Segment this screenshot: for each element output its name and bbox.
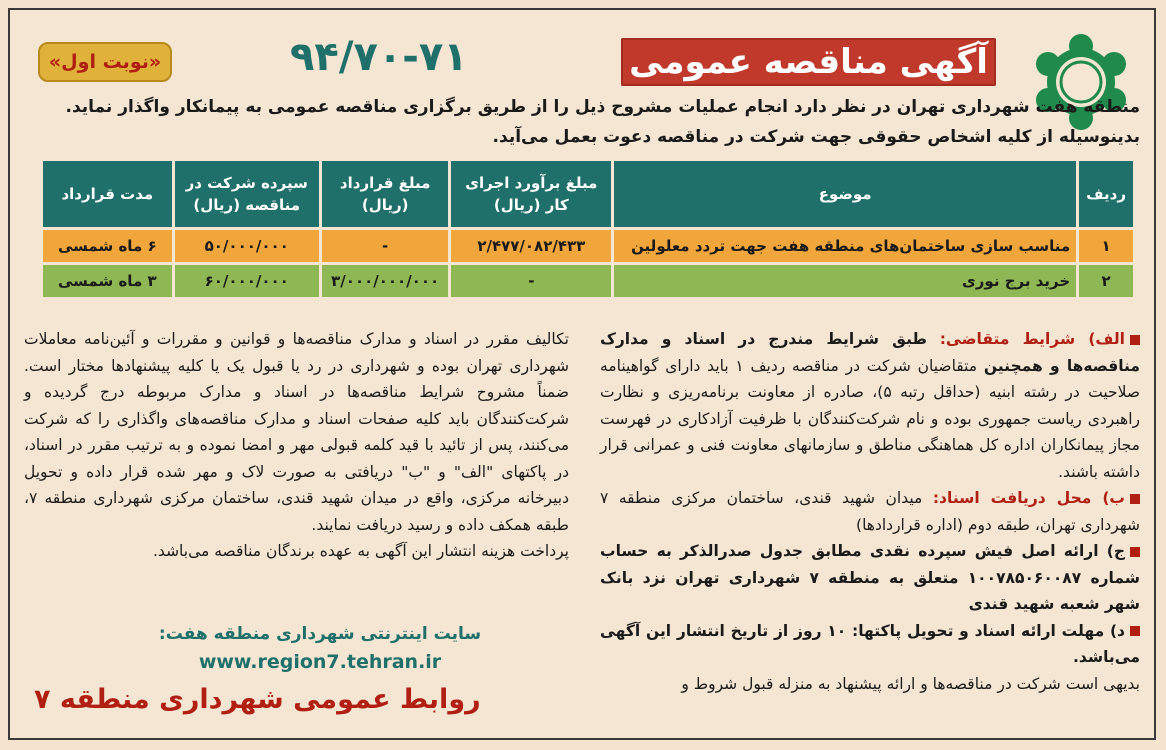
tender-table — [40, 158, 1136, 300]
table-header-row — [43, 161, 1133, 227]
section-b-title: ب) محل دریافت اسناد: — [932, 489, 1125, 507]
conditions-column-left — [24, 326, 569, 565]
bullet-icon — [1130, 547, 1140, 557]
ad-code: ۹۴/۷۰-۷۱ — [290, 34, 468, 80]
table-row — [43, 265, 1133, 297]
section-b — [600, 485, 1140, 538]
bullet-icon — [1130, 494, 1140, 504]
bullet-icon — [1130, 626, 1140, 636]
section-a-title: الف) شرایط متقاضی: — [939, 330, 1125, 348]
turn-badge: «نوبت اول» — [38, 42, 172, 82]
cell-estimate: ۲/۴۷۷/۰۸۲/۴۳۳ — [451, 230, 611, 262]
left-column-text: تکالیف مقرر در اسناد و مدارک مناقصه‌ها و قوانین و مقررات و آئین‌نامه معاملات شهرداری تهران بوده و شهرداری در رد یا قبول یک یا کلیه پیشنهادها مختار است. ضمناً مشروح شرایط مناقصه‌ها در اسناد و مدارک مربوطه درج گردیده و شرکت‌کنندگان باید کلیه صفحات اسناد و مدارک مناقصه‌های واگذاری را که شرکت می‌کنند، پس از تائید با قید کلمه قبولی مهر و امضا نموده و به ترتیب مقرر در اسناد، در پاکتهای "الف" و "ب" دریافتی به صورت لاک و مهر شده قرار داده و تحویل دبیرخانه مرکزی، واقع در میدان شهید قندی، ساختمان مرکزی شهرداری منطقه ۷، طبقه همکف داده و رسید دریافت نمایند. — [24, 330, 569, 534]
header-row-number: ردیف — [1079, 161, 1133, 227]
section-c — [600, 538, 1140, 618]
cell-deposit: ۶۰/۰۰۰/۰۰۰ — [175, 265, 319, 297]
cell-deposit: ۵۰/۰۰۰/۰۰۰ — [175, 230, 319, 262]
cell-subject: مناسب سازی ساختمان‌های منطقه هفت جهت تردد معلولین — [614, 230, 1076, 262]
header-deposit: سپرده شرکت در مناقصه (ریال) — [175, 161, 319, 227]
table-row — [43, 230, 1133, 262]
cell-contract-amount: ۳/۰۰۰/۰۰۰/۰۰۰ — [322, 265, 449, 297]
cell-contract-amount: - — [322, 230, 449, 262]
cell-row-number: ۲ — [1079, 265, 1133, 297]
website-link[interactable]: www.region7.tehran.ir — [198, 651, 442, 673]
footer-signature: روابط عمومی شهرداری منطقه ۷ — [34, 684, 481, 715]
section-b-text: میدان شهید قندی، ساختمان مرکزی منطقه ۷ شهرداری تهران، طبقه دوم (اداره قراردادها) — [600, 489, 1140, 534]
website-label: سایت اینترنتی شهرداری منطقه هفت: — [158, 624, 482, 644]
header-duration: مدت قرارداد — [43, 161, 172, 227]
cell-estimate: - — [451, 265, 611, 297]
section-a — [600, 326, 1140, 485]
cell-row-number: ۱ — [1079, 230, 1133, 262]
website-block — [150, 620, 490, 676]
publication-cost-text: پرداخت هزینه انتشار این آگهی به عهده برندگان مناقصه می‌باشد. — [153, 542, 569, 560]
header-estimate: مبلغ برآورد اجرای کار (ریال) — [451, 161, 611, 227]
cell-duration: ۳ ماه شمسی — [43, 265, 172, 297]
page-title: آگهی مناقصه عمومی — [621, 38, 996, 86]
intro-text: منطقه هفت شهرداری تهران در نظر دارد انجام عملیات مشروح ذیل را از طریق برگزاری مناقصه عمومی به پیمانکار واگذار نماید. بدینوسیله از کلیه اشخاص حقوقی جهت شرکت در مناقصه دعوت بعمل می‌آید. — [65, 97, 1140, 147]
section-a-bold: طبق شرایط مندرج در اسناد و مدارک مناقصه‌ها و همچنین — [600, 330, 1140, 375]
conditions-column-right — [600, 326, 1140, 697]
header-subject: موضوع — [614, 161, 1076, 227]
cell-subject: خرید برج نوری — [614, 265, 1076, 297]
cell-duration: ۶ ماه شمسی — [43, 230, 172, 262]
section-a-text: متقاضیان شرکت در مناقصه ردیف ۱ باید دارای گواهینامه صلاحیت در رشته ابنیه (حداقل رتبه ۵)، صادره از معاونت برنامه‌ریزی و نظارت راهبردی ریاست جمهوری بوده و نام شرکت‌کنندگان با ظرفیت آزادکاری در فهرست مجاز پیمانکاران اداره کل هماهنگی مناطق و سازمانهای معاونت فنی و عمرانی قرار داشته باشند. — [600, 356, 1140, 481]
bullet-icon — [1130, 335, 1140, 345]
section-d-text: د) مهلت ارائه اسناد و تحویل پاکتها: ۱۰ روز از تاریخ انتشار این آگهی می‌باشد. — [600, 621, 1140, 666]
section-c-text: ج) ارائه اصل فیش سپرده نقدی مطابق جدول صدرالذکر به حساب شماره ۱۰۰۷۸۵۰۶۰۰۸۷ متعلق به منطقه ۷ شهرداری تهران نزد بانک شهر شعبه شهید قندی — [600, 542, 1140, 613]
section-e: بدیهی است شرکت در مناقصه‌ها و ارائه پیشنهاد به منزله قبول شروط و — [681, 674, 1140, 693]
section-d — [600, 618, 1140, 671]
header-contract-amount: مبلغ قرارداد (ریال) — [322, 161, 449, 227]
